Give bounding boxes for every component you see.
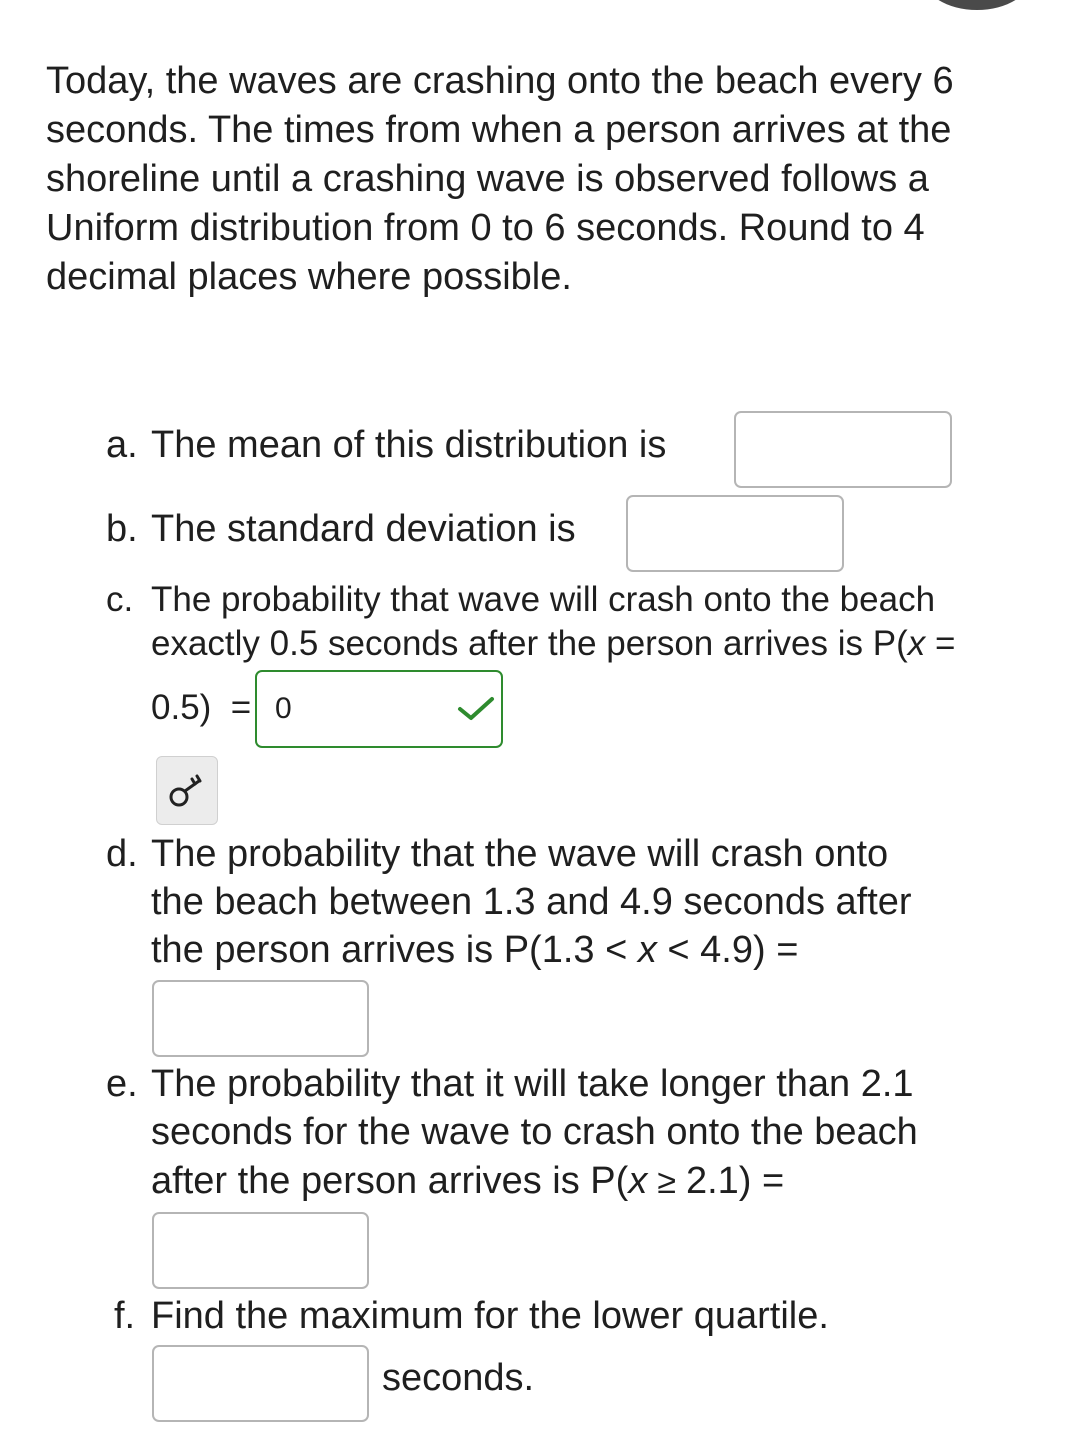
mean-answer-input[interactable]	[734, 411, 952, 488]
question-d-line3-post: < 4.9) =	[656, 929, 799, 971]
question-c-line2-pre: exactly 0.5 seconds after the person arrives is P(	[151, 624, 908, 663]
question-e-line3-pre: after the person arrives is P(	[151, 1160, 629, 1202]
key-button[interactable]	[156, 756, 218, 825]
check-icon	[457, 696, 495, 722]
standard-deviation-answer-input[interactable]	[626, 495, 844, 572]
question-b-letter: b.	[106, 508, 138, 550]
lower-quartile-answer-input[interactable]	[152, 1345, 369, 1422]
problem-intro: Today, the waves are crashing onto the beach every 6 seconds. The times from when a person arrives at the shoreline until a crashing wave is observed follows a Uniform distribution from 0 to 6 seconds. Round to 4 decimal places where possible.	[46, 60, 954, 298]
question-c-letter: c.	[106, 580, 134, 619]
question-a-text: The mean of this distribution is	[151, 424, 667, 466]
question-e-line3-post: 2.1) =	[685, 1160, 785, 1202]
exact-probability-answer-input[interactable]	[255, 670, 503, 748]
question-d-letter: d.	[106, 833, 138, 875]
question-e-line3	[151, 1157, 784, 1207]
question-d-line3	[151, 926, 798, 975]
question-f-letter: f.	[114, 1295, 136, 1337]
question-d-line3-pre: the person arrives is P(1.3 <	[151, 929, 638, 971]
question-e-line2: seconds for the wave to crash onto the beach	[151, 1111, 918, 1153]
question-d-var: x	[637, 929, 657, 971]
question-d-line2: the beach between 1.3 and 4.9 seconds after	[151, 881, 912, 923]
question-b-text: The standard deviation is	[151, 508, 576, 550]
question-c-line2	[151, 622, 955, 666]
question-f-text: Find the maximum for the lower quartile.	[151, 1295, 829, 1337]
greater-than-probability-answer-input[interactable]	[152, 1212, 369, 1289]
question-a-letter: a.	[106, 424, 138, 466]
between-probability-answer-input[interactable]	[152, 980, 369, 1057]
question-d-line1: The probability that the wave will crash onto	[151, 833, 889, 875]
top-decoration	[922, 0, 1032, 10]
exact-probability-answer-value: 0	[275, 692, 292, 725]
question-e-letter: e.	[106, 1063, 138, 1105]
seconds-unit-label: seconds.	[382, 1357, 535, 1399]
question-c-line3: 0.5) =	[151, 688, 252, 727]
question-c-line1: The probability that wave will crash onto the beach	[151, 580, 936, 619]
question-e-var: x	[628, 1160, 648, 1202]
question-c-line2-post: =	[925, 624, 956, 663]
greater-equal-symbol: ≥	[657, 1163, 676, 1201]
question-e-line1: The probability that it will take longer than 2.1	[151, 1063, 914, 1105]
key-icon	[165, 771, 209, 811]
question-c-var: x	[907, 624, 926, 663]
